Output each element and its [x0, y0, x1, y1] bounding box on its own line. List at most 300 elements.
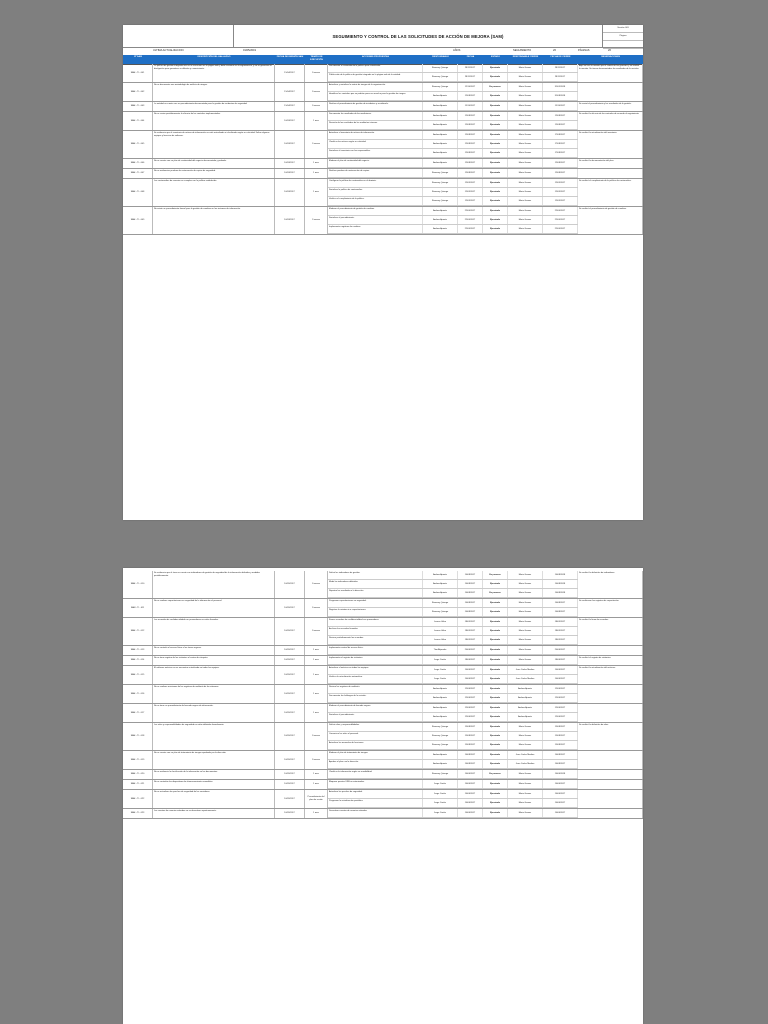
- action-text: Publicación de la política de gestión integrada en la página web de la entidad.: [328, 73, 423, 81]
- action-date: 10/06/2017: [458, 780, 483, 788]
- action-status: Ejecutada: [483, 751, 508, 759]
- sam-description: No se evidencia la clasificación de la información en los documentos.: [153, 770, 275, 779]
- action-row: [328, 112, 578, 121]
- action-status: Ejecutada: [483, 140, 508, 148]
- action-close-responsible: Maria Gomez: [508, 608, 543, 616]
- sam-description: Se evidencia que el inventario de activos de información no está actualizado ni clasificado según su criticidad. Faltan algunos equipos y licencias de software.: [153, 131, 275, 158]
- action-status: Ejecutada: [483, 704, 508, 712]
- action-close-responsible: Juan Carlos Medina: [508, 666, 543, 674]
- action-row: [328, 83, 578, 92]
- action-status: Ejecutada: [483, 741, 508, 749]
- action-row: [328, 179, 578, 188]
- action-close-responsible: Maria Gomez: [508, 102, 543, 110]
- action-status: Ejecutada: [483, 207, 508, 215]
- action-close-responsible: Maria Gomez: [508, 618, 543, 626]
- sam-id: SAM - TI - 021: [123, 780, 153, 789]
- action-status: Ejecutada: [483, 188, 508, 196]
- action-row: [328, 704, 578, 713]
- action-close-date: 12/09/2017: [543, 197, 578, 205]
- action-status: Ejecutada: [483, 179, 508, 187]
- action-date: 10/08/2017: [458, 589, 483, 597]
- sam-execution-time: 1 mes: [305, 685, 328, 703]
- action-list: [328, 723, 578, 750]
- sam-emission-date: 10/05/2017: [275, 780, 305, 789]
- sam-emission-date: 10/05/2017: [275, 770, 305, 779]
- action-status: En proceso: [483, 770, 508, 778]
- action-status: Ejecutada: [483, 618, 508, 626]
- action-date: 10/08/2017: [458, 608, 483, 616]
- sam-description: Los roles y responsabilidades de seguridad no están definidos formalmente.: [153, 723, 275, 750]
- sam-observations: Aquí se hizo la revisión por el comité de los gerentes y se analizó la reunión. Se tienen documentados los resultados de la revisión.: [578, 64, 643, 82]
- action-row: [328, 770, 578, 779]
- code-line: Página: [603, 33, 643, 41]
- action-text: Actualizar y socializar la matriz de riesgos de la organización.: [328, 83, 423, 91]
- action-date: 15/08/2017: [458, 732, 483, 740]
- action-text: Actualizar los manuales de funciones.: [328, 741, 423, 749]
- action-close-date: 10/08/2017: [543, 751, 578, 759]
- sam-execution-time: 1 mes: [305, 159, 328, 168]
- sam-execution-time: 1 mes: [305, 770, 328, 779]
- action-close-date: 15/08/2017: [543, 732, 578, 740]
- action-text: Actualizar el inventario de activos de información.: [328, 131, 423, 139]
- action-row: [328, 121, 578, 130]
- action-responsible: Rosmary Quiroga: [423, 723, 458, 731]
- sam-observations: Se verificó el procedimiento de gestión de cambios.: [578, 207, 643, 234]
- sam-execution-time: 2 meses: [305, 131, 328, 158]
- sam-emission-date: 10/05/2017: [275, 704, 305, 722]
- action-date: 12/09/2017: [458, 179, 483, 187]
- sam-id: SAM - TI - 001: [123, 64, 153, 82]
- action-list: [328, 83, 578, 101]
- action-responsible: Lorena Uribe: [423, 636, 458, 644]
- action-close-date: 18/09/2017: [543, 636, 578, 644]
- action-responsible: Andrea Aponte: [423, 131, 458, 139]
- action-close-date: 12/06/2017: [543, 704, 578, 712]
- action-close-date: 10/06/2018: [543, 770, 578, 778]
- action-list: [328, 666, 578, 684]
- sam-id: SAM - TI - 023: [123, 809, 153, 818]
- action-status: Ejecutada: [483, 694, 508, 702]
- sam-row: [123, 102, 643, 112]
- sam-observations: Se verificó la definición de roles.: [578, 723, 643, 750]
- sam-emission-date: 10/03/2017: [275, 169, 305, 178]
- sam-emission-date: 10/05/2017: [275, 790, 305, 808]
- action-close-date: 10/06/2017: [543, 666, 578, 674]
- action-list: [328, 751, 578, 769]
- sam-emission-date: 10/03/2017: [275, 159, 305, 168]
- action-close-date: 12/08/2017: [543, 159, 578, 167]
- action-row: [328, 64, 578, 73]
- action-close-responsible: Maria Gomez: [508, 770, 543, 778]
- sam-row: [123, 83, 643, 102]
- sam-description: No se revisa periódicamente la eficacia de los controles implementados.: [153, 112, 275, 130]
- action-date: 10/06/2017: [458, 799, 483, 807]
- action-close-date: 12/09/2017: [543, 188, 578, 196]
- action-close-date: 31/05/2018: [543, 83, 578, 91]
- action-date: 10/06/2017: [458, 790, 483, 798]
- action-responsible: Andrea Aponte: [423, 760, 458, 768]
- action-list: [328, 179, 578, 206]
- action-close-responsible: Maria Gomez: [508, 790, 543, 798]
- sam-row: [123, 159, 643, 169]
- action-list: [328, 207, 578, 234]
- action-text: Socializar el procedimiento.: [328, 216, 423, 224]
- action-close-responsible: Maria Gomez: [508, 599, 543, 607]
- sam-id: SAM - TI - 003: [123, 102, 153, 111]
- action-status: Ejecutada: [483, 599, 508, 607]
- column-header: RESPONSABLE CIERRE: [512, 56, 539, 58]
- sam-emission-date: 10/05/2017: [275, 656, 305, 665]
- action-close-responsible: Maria Gomez: [508, 83, 543, 91]
- action-row: [328, 732, 578, 741]
- action-close-date: 10/06/2017: [543, 675, 578, 683]
- column-header: FECHA DE EMISIÓN SAM: [276, 56, 304, 58]
- action-responsible: Jorge Cortés: [423, 790, 458, 798]
- sam-row: [123, 207, 643, 235]
- sam-execution-time: 1 mes: [305, 780, 328, 789]
- action-responsible: Rosmary Quiroga: [423, 179, 458, 187]
- sam-observations: [578, 770, 643, 779]
- sam-description: No se documenta una metodología de análisis de riesgos.: [153, 83, 275, 101]
- action-close-responsible: Juan Carlos Medina: [508, 675, 543, 683]
- sam-observations: [578, 751, 643, 769]
- action-date: 10/06/2017: [458, 675, 483, 683]
- action-status: Ejecutada: [483, 73, 508, 81]
- action-text: Revisar periódicamente los acuerdos.: [328, 636, 423, 644]
- action-text: Registrar la asistencia a capacitaciones.: [328, 608, 423, 616]
- action-row: [328, 741, 578, 750]
- action-list: [328, 618, 578, 645]
- sam-execution-time: 1 mes: [305, 112, 328, 130]
- action-status: Ejecutada: [483, 675, 508, 683]
- sam-row: [123, 685, 643, 704]
- action-close-responsible: Andrea Aponte: [508, 713, 543, 721]
- code-line: Versión 001: [603, 25, 643, 33]
- sam-emission-date: 10/05/2017: [275, 666, 305, 684]
- sam-emission-date: 10/05/2017: [275, 809, 305, 818]
- action-close-date: 10/08/2018: [543, 580, 578, 588]
- sam-emission-date: 10/03/2017: [275, 207, 305, 234]
- action-responsible: Jorge Cortés: [423, 809, 458, 817]
- sam-emission-date: 10/05/2017: [275, 599, 305, 617]
- action-list: [328, 809, 578, 818]
- action-row: [328, 751, 578, 760]
- action-row: [328, 197, 578, 206]
- action-close-date: 12/08/2017: [543, 169, 578, 177]
- sam-observations: Se verificó el registro de visitantes.: [578, 656, 643, 665]
- action-text: Implementar el registro de visitantes.: [328, 656, 423, 664]
- sam-rows-page-1: [123, 64, 643, 235]
- action-close-date: 28/11/2017: [543, 73, 578, 81]
- action-list: [328, 790, 578, 808]
- sam-row: [123, 112, 643, 131]
- action-row: [328, 571, 578, 580]
- action-close-date: 31/08/2018: [543, 92, 578, 100]
- action-status: Ejecutada: [483, 102, 508, 110]
- action-responsible: Andrea Aponte: [423, 159, 458, 167]
- sam-emission-date: 10/03/2017: [275, 131, 305, 158]
- sam-id: SAM - TI - 016: [123, 685, 153, 703]
- sam-emission-date: 15/04/2017: [275, 102, 305, 111]
- action-row: [328, 760, 578, 769]
- action-date: 10/06/2017: [458, 809, 483, 817]
- action-status: Ejecutada: [483, 799, 508, 807]
- action-close-date: 10/06/2017: [543, 780, 578, 788]
- action-responsible: Rosmary Quiroga: [423, 73, 458, 81]
- action-close-date: 10/06/2017: [543, 799, 578, 807]
- action-row: [328, 92, 578, 101]
- action-row: [328, 140, 578, 149]
- action-responsible: Andrea Aponte: [423, 149, 458, 157]
- action-date: 18/09/2017: [458, 627, 483, 635]
- sam-row: [123, 809, 643, 819]
- action-close-date: 22/04/2017: [543, 216, 578, 224]
- action-close-responsible: Juan Carlos Medina: [508, 751, 543, 759]
- action-close-responsible: Maria Gomez: [508, 92, 543, 100]
- action-date: 12/08/2017: [458, 159, 483, 167]
- sam-execution-time: 3 meses: [305, 571, 328, 598]
- action-date: 10/06/2017: [458, 770, 483, 778]
- action-close-date: 20/06/2017: [543, 646, 578, 654]
- action-close-responsible: Maria Gomez: [508, 627, 543, 635]
- sam-id: SAM - TI - 004: [123, 112, 153, 130]
- action-close-date: 12/06/2017: [543, 713, 578, 721]
- action-date: 12/08/2017: [458, 92, 483, 100]
- action-row: [328, 790, 578, 799]
- action-close-date: 17/08/2017: [543, 149, 578, 157]
- action-close-responsible: Maria Gomez: [508, 169, 543, 177]
- action-row: [328, 780, 578, 789]
- action-responsible: Andrea Aponte: [423, 140, 458, 148]
- action-close-date: 22/04/2017: [543, 225, 578, 233]
- action-close-responsible: Maria Gomez: [508, 216, 543, 224]
- action-status: Ejecutada: [483, 197, 508, 205]
- sam-row: [123, 723, 643, 751]
- action-close-date: 15/10/2017: [543, 102, 578, 110]
- action-status: En proceso: [483, 571, 508, 579]
- action-responsible: Andrea Aponte: [423, 713, 458, 721]
- document-code-cell: [602, 25, 643, 47]
- sam-observations: Se verificó la documentación del plan.: [578, 159, 643, 168]
- action-text: Reportar los resultados a la dirección.: [328, 589, 423, 597]
- action-row: [328, 723, 578, 732]
- action-text: Comunicar los roles al personal.: [328, 732, 423, 740]
- action-row: [328, 694, 578, 703]
- sam-description: No se controlan los dispositivos de almacenamiento removibles.: [153, 780, 275, 789]
- sam-emission-date: 10/03/2017: [275, 179, 305, 206]
- sam-id: SAM - TI - 015: [123, 666, 153, 684]
- action-row: [328, 809, 578, 818]
- action-date: 12/08/2017: [458, 121, 483, 129]
- action-row: [328, 131, 578, 140]
- action-close-responsible: Maria Gomez: [508, 732, 543, 740]
- sam-id: SAM - TI - 020: [123, 770, 153, 779]
- action-close-date: 12/09/2017: [543, 179, 578, 187]
- action-date: 20/06/2017: [458, 646, 483, 654]
- sam-observations: Se revisó el procedimiento y los resultados de la gestión.: [578, 102, 643, 111]
- action-close-responsible: Maria Gomez: [508, 159, 543, 167]
- sam-emission-date: 15/04/2017: [275, 83, 305, 101]
- action-status: Ejecutada: [483, 580, 508, 588]
- action-date: 12/06/2017: [458, 685, 483, 693]
- document-title: SEGUIMIENTO Y CONTROL DE LAS SOLICITUDES DE ACCIÓN DE MEJORA (SAM): [332, 33, 504, 39]
- column-header: FECHA DE CIERRE: [550, 56, 571, 58]
- meta-label-update: ULTIMA ACTUALIZACION: [153, 49, 184, 52]
- sam-id: SAM - TI - 009: [123, 207, 153, 234]
- sam-observations: Se verificó la actualización del inventario.: [578, 131, 643, 158]
- action-text: Documentar los resultados de las mediciones.: [328, 112, 423, 120]
- action-row: [328, 685, 578, 694]
- action-status: Ejecutada: [483, 713, 508, 721]
- sam-row: [123, 64, 643, 83]
- action-row: [328, 656, 578, 665]
- sam-observations: Se verificó la firma de acuerdos.: [578, 618, 643, 645]
- sam-description: No se actualizan los parches de seguridad de los servidores.: [153, 790, 275, 808]
- action-row: [328, 73, 578, 82]
- action-row: [328, 216, 578, 225]
- action-text: Documentar los hallazgos de la revisión.: [328, 694, 423, 702]
- sam-execution-time: 1 mes: [305, 179, 328, 206]
- action-date: 10/08/2017: [458, 580, 483, 588]
- action-row: [328, 627, 578, 636]
- action-close-date: 18/06/2017: [543, 656, 578, 664]
- action-date: 12/09/2017: [458, 188, 483, 196]
- sam-row: [123, 656, 643, 666]
- sam-row: [123, 131, 643, 159]
- action-text: Socializar el inventario con los responsables.: [328, 149, 423, 157]
- action-responsible: Andrea Aponte: [423, 685, 458, 693]
- column-header: Nº SAM: [134, 56, 142, 58]
- sam-observations: Se verificó la eficacia de los controles de acuerdo al seguimiento.: [578, 112, 643, 130]
- sam-emission-date: 15/04/2017: [275, 64, 305, 82]
- action-responsible: Rosmary Quiroga: [423, 599, 458, 607]
- action-responsible: Andrea Aponte: [423, 102, 458, 110]
- action-status: Ejecutada: [483, 685, 508, 693]
- sam-execution-time: Procedimiento del plan de acción: [305, 790, 328, 808]
- sam-execution-time: 3 meses: [305, 64, 328, 82]
- sam-observations: [578, 169, 643, 178]
- sam-execution-time: 1 mes: [305, 809, 328, 818]
- logo-cell: [123, 25, 234, 47]
- action-text: Socializar el procedimiento.: [328, 713, 423, 721]
- action-text: Identificar los controles que se podrían poner en marcha para la gestión de riesgos.: [328, 92, 423, 100]
- action-status: Ejecutada: [483, 732, 508, 740]
- action-row: [328, 608, 578, 617]
- action-text: Actualizar el antivirus en todos los equipos.: [328, 666, 423, 674]
- sam-observations: [578, 685, 643, 703]
- action-row: [328, 225, 578, 234]
- column-header: DESCRIPCIÓN DEL HALLAZGO: [197, 56, 231, 58]
- action-date: 12/06/2017: [458, 704, 483, 712]
- action-list: [328, 571, 578, 598]
- sam-description: El software antivirus no se encuentra actualizado en todos los equipos.: [153, 666, 275, 684]
- action-list: [328, 112, 578, 130]
- sam-emission-date: 10/05/2017: [275, 685, 305, 703]
- sam-observations: Se verificó la definición de indicadores.: [578, 571, 643, 598]
- meta-num-a: 26: [553, 49, 556, 52]
- sam-row: [123, 618, 643, 646]
- sam-id: SAM - TI - 012: [123, 618, 153, 645]
- action-close-responsible: Maria Gomez: [508, 741, 543, 749]
- document-page-1: [123, 25, 643, 520]
- action-close-responsible: Maria Gomez: [508, 131, 543, 139]
- action-text: Verificar la actualización automática.: [328, 675, 423, 683]
- column-header: ESTADO: [491, 56, 500, 58]
- action-text: Realizar pruebas de restauración de copias.: [328, 169, 423, 177]
- action-list: [328, 780, 578, 789]
- action-close-responsible: Maria Gomez: [508, 197, 543, 205]
- action-close-responsible: Maria Gomez: [508, 799, 543, 807]
- action-status: Ejecutada: [483, 121, 508, 129]
- sam-id: SAM - TI - 013: [123, 646, 153, 655]
- sam-id: SAM - TI - 002: [123, 83, 153, 101]
- meta-update-date: 01/05/2019: [243, 49, 256, 52]
- action-row: [328, 149, 578, 158]
- action-date: 18/06/2017: [458, 656, 483, 664]
- action-responsible: Tito Alejandro: [423, 646, 458, 654]
- action-date: 12/06/2017: [458, 713, 483, 721]
- action-date: 12/06/2017: [458, 694, 483, 702]
- action-close-date: 17/08/2017: [543, 140, 578, 148]
- action-status: En proceso: [483, 83, 508, 91]
- action-row: [328, 666, 578, 675]
- action-row: [328, 207, 578, 216]
- sam-rows-page-2: [123, 571, 643, 819]
- action-responsible: Rosmary Quiroga: [423, 169, 458, 177]
- action-row: [328, 580, 578, 589]
- action-close-date: 18/09/2017: [543, 618, 578, 626]
- action-close-responsible: Maria Gomez: [508, 636, 543, 644]
- action-responsible: Lorena Uribe: [423, 627, 458, 635]
- action-list: [328, 169, 578, 178]
- action-close-responsible: Maria Gomez: [508, 121, 543, 129]
- sam-observations: [578, 646, 643, 655]
- action-responsible: Rosmary Quiroga: [423, 188, 458, 196]
- sam-execution-time: 3 meses: [305, 723, 328, 750]
- action-date: 12/09/2017: [458, 197, 483, 205]
- action-close-responsible: Maria Gomez: [508, 580, 543, 588]
- sam-description: No se cuenta con un plan de tratamiento de riesgos aprobado por la dirección.: [153, 751, 275, 769]
- action-responsible: Andrea Aponte: [423, 751, 458, 759]
- action-text: Programar capacitaciones en seguridad.: [328, 599, 423, 607]
- action-text: Implementar registros de cambios.: [328, 225, 423, 233]
- action-close-date: 22/04/2017: [543, 207, 578, 215]
- sam-observations: Se verificó el cumplimiento de la política de contraseñas.: [578, 179, 643, 206]
- action-row: [328, 618, 578, 627]
- action-text: Documentar el contenido de la política para actualizarla.: [328, 64, 423, 72]
- action-responsible: Andrea Aponte: [423, 704, 458, 712]
- meta-label-years: AÑOS: [453, 49, 461, 52]
- sam-row: [123, 179, 643, 207]
- action-status: Ejecutada: [483, 723, 508, 731]
- sam-description: No se controla el acceso físico a las áreas seguras.: [153, 646, 275, 655]
- sam-execution-time: 1 mes: [305, 666, 328, 684]
- action-close-date: 10/08/2017: [543, 760, 578, 768]
- sam-row: [123, 751, 643, 770]
- action-responsible: Jorge Cortés: [423, 666, 458, 674]
- action-close-date: 17/08/2017: [543, 131, 578, 139]
- sam-description: No existe un procedimiento formal para la gestión de cambios en los sistemas de información.: [153, 207, 275, 234]
- action-close-responsible: Maria Gomez: [508, 188, 543, 196]
- sam-description: No se tiene un procedimiento de borrado seguro de información.: [153, 704, 275, 722]
- sam-execution-time: 1 mes: [305, 169, 328, 178]
- action-status: Ejecutada: [483, 149, 508, 157]
- action-text: Configurar la política de contraseñas en el dominio.: [328, 179, 423, 187]
- sam-description: No se cuenta con un plan de continuidad del negocio documentado y probado.: [153, 159, 275, 168]
- action-status: Ejecutada: [483, 225, 508, 233]
- sam-execution-time: 3 meses: [305, 83, 328, 101]
- action-list: [328, 704, 578, 722]
